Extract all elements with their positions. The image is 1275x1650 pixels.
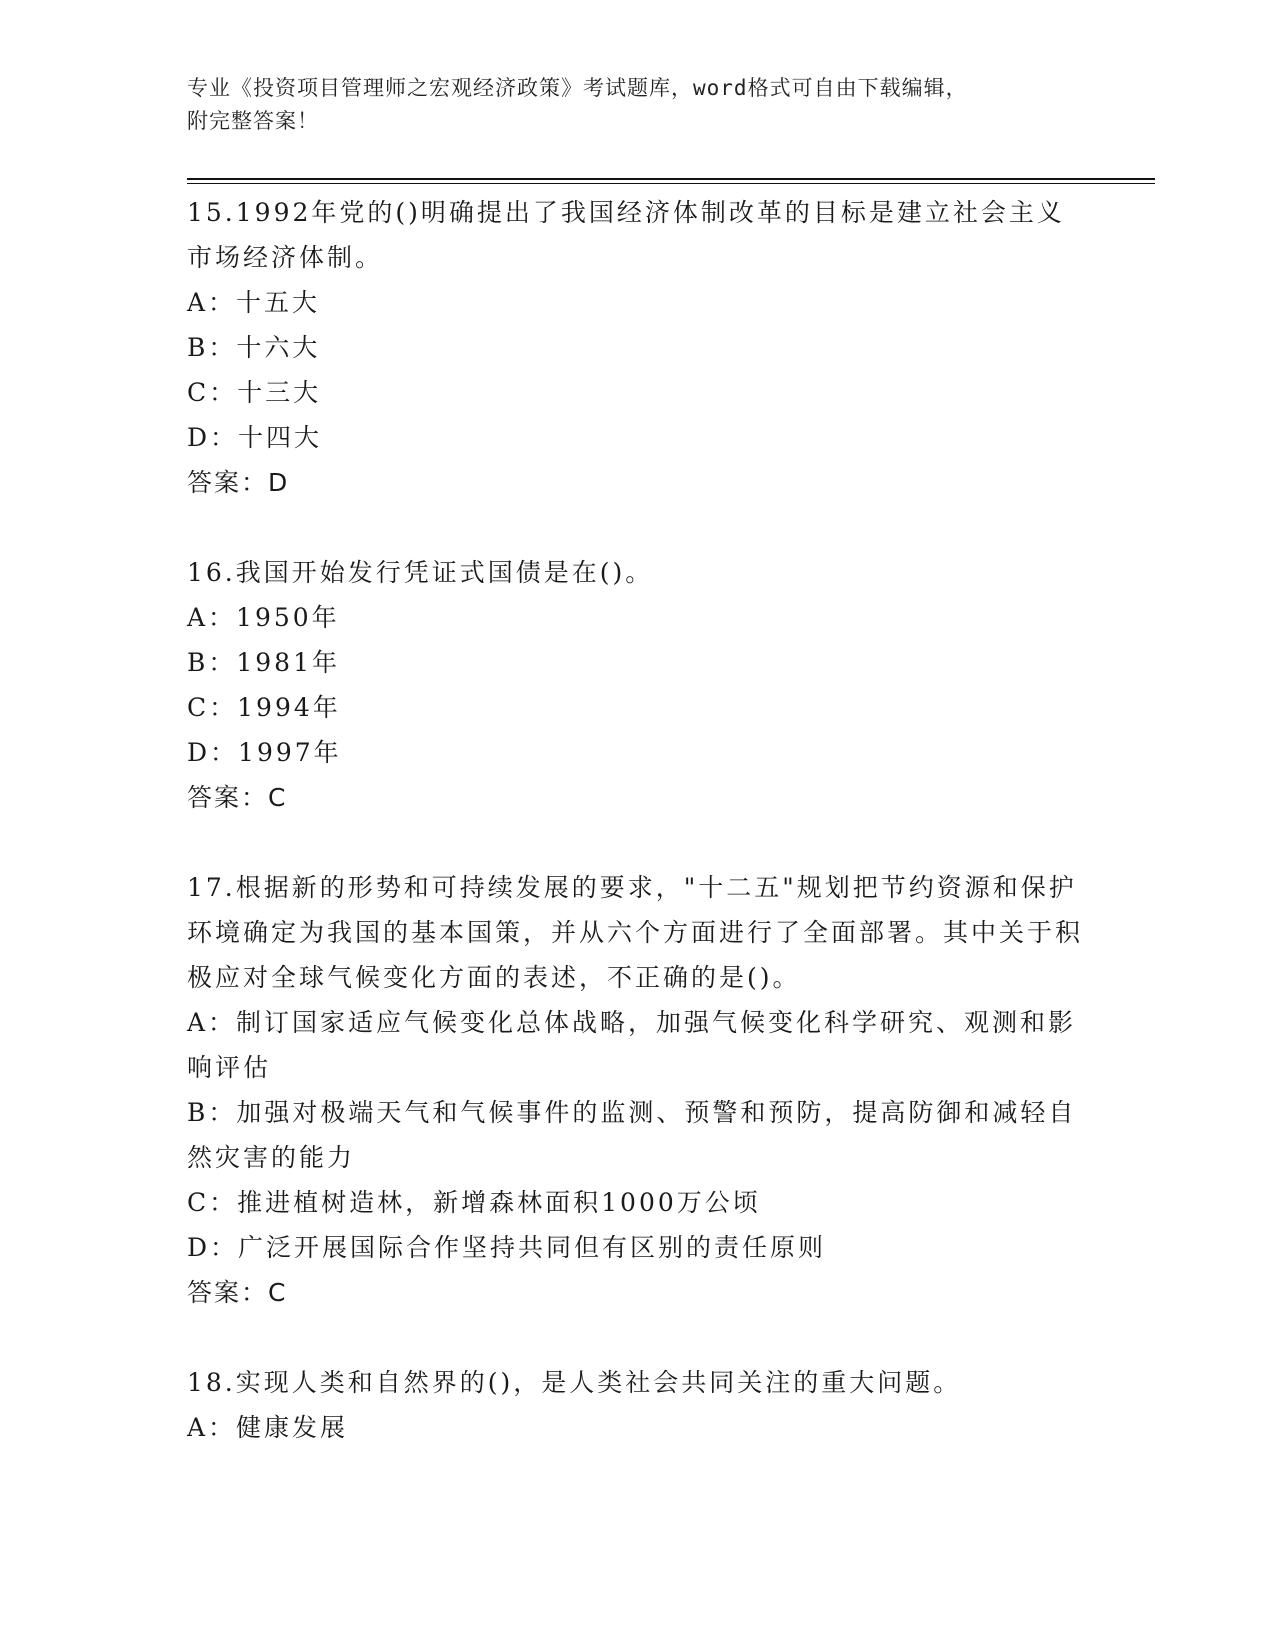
option-a: A：十五大 xyxy=(187,288,321,317)
option-a: A：1950年 xyxy=(187,603,340,632)
header-line-1: 专业《投资项目管理师之宏观经济政策》考试题库，word格式可自由下载编辑， xyxy=(187,76,968,100)
question-16 xyxy=(187,550,1087,820)
option-d: D：十四大 xyxy=(187,423,323,452)
option-d: D：广泛开展国际合作坚持共同但有区别的责任原则 xyxy=(187,1233,827,1262)
question-list xyxy=(187,190,1087,1495)
option-a: A：健康发展 xyxy=(187,1413,349,1442)
document-header xyxy=(187,72,1087,138)
option-a: A：制订国家适应气候变化总体战略，加强气候变化科学研究、观测和影响评估 xyxy=(187,1008,1077,1082)
answer-label: 答案：C xyxy=(187,783,288,812)
option-b: B：十六大 xyxy=(187,333,321,362)
option-c: C：推进植树造林，新增森林面积1000万公顷 xyxy=(187,1188,761,1217)
option-c: C：十三大 xyxy=(187,378,322,407)
option-b: B：加强对极端天气和气候事件的监测、预警和预防，提高防御和减轻自然灾害的能力 xyxy=(187,1098,1077,1172)
question-text: 16.我国开始发行凭证式国债是在()。 xyxy=(187,558,654,587)
question-17 xyxy=(187,865,1087,1315)
answer-label: 答案：C xyxy=(187,1278,288,1307)
question-15 xyxy=(187,190,1087,505)
question-18 xyxy=(187,1360,1087,1450)
header-divider-thick xyxy=(187,178,1155,180)
question-text: 15.1992年党的()明确提出了我国经济体制改革的目标是建立社会主义市场经济体制。 xyxy=(187,198,1065,272)
option-c: C：1994年 xyxy=(187,693,341,722)
option-d: D：1997年 xyxy=(187,738,342,767)
question-text: 18.实现人类和自然界的()，是人类社会共同关注的重大问题。 xyxy=(187,1368,962,1397)
option-b: B：1981年 xyxy=(187,648,340,677)
answer-label: 答案：D xyxy=(187,468,290,497)
question-text: 17.根据新的形势和可持续发展的要求，"十二五"规划把节约资源和保护环境确定为我国的基本国策，并从六个方面进行了全面部署。其中关于积极应对全球气候变化方面的表述，不正确的是()。 xyxy=(187,873,1084,992)
header-divider-thin xyxy=(187,183,1155,184)
header-line-2: 附完整答案！ xyxy=(187,109,319,133)
